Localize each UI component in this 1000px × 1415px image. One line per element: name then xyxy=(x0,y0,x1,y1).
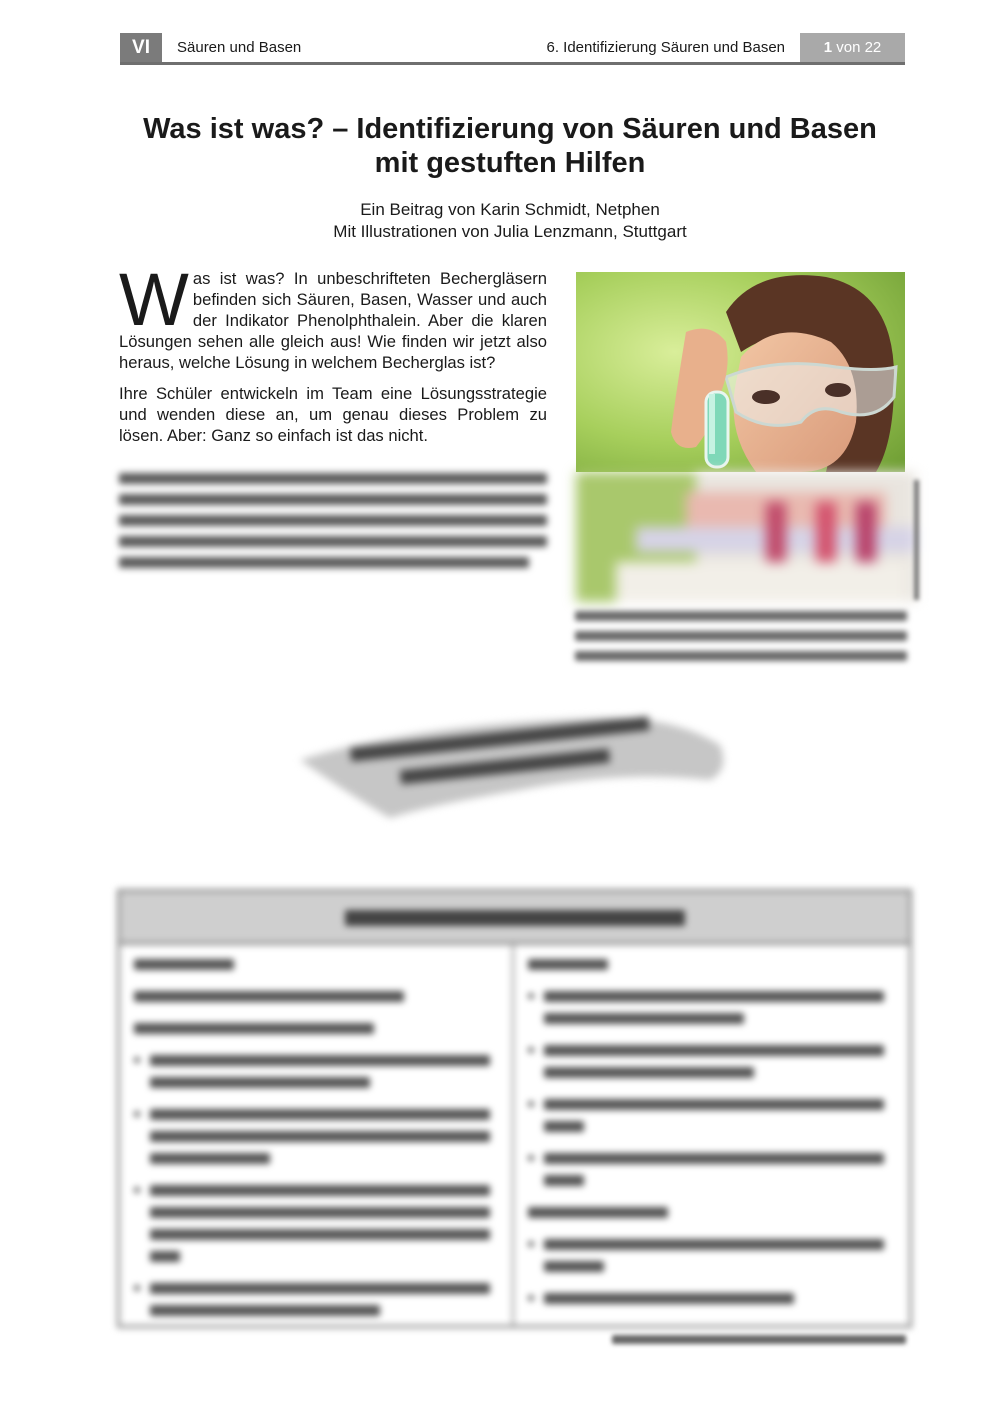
page-current: 1 xyxy=(823,39,833,56)
byline xyxy=(100,199,920,243)
drop-cap: W xyxy=(119,268,189,341)
column-divider xyxy=(512,945,514,1325)
summary-box-blurred xyxy=(117,889,912,1328)
document-title xyxy=(100,112,920,180)
unit-badge: VI xyxy=(120,33,162,62)
photo-blurred-bottom xyxy=(576,472,916,602)
paragraph-intro-text: as ist was? In unbeschrifteten Bechergläsern befinden sich Säuren, Basen, Wasser und auch der Indikator Phenolphthalein. Aber die klaren Lösungen sehen alle gleich aus! Wie finden wir jetzt also heraus, welche Lösung in welchem Becherglas ist? xyxy=(119,269,547,372)
page-header xyxy=(120,33,905,65)
page-indicator xyxy=(800,33,905,62)
title-line-1: Was ist was? – Identifizierung von Säuren und Basen xyxy=(143,113,877,145)
title-line-2: mit gestuften Hilfen xyxy=(374,147,646,179)
learning-product-banner xyxy=(290,700,740,820)
header-chapter: 6. Identifizierung Säuren und Basen xyxy=(546,39,785,56)
summary-box-header xyxy=(120,892,909,945)
summary-left-column xyxy=(134,953,504,1321)
photo-credit-text-blurred xyxy=(909,480,923,600)
paragraph-intro xyxy=(119,268,547,373)
byline-author: Ein Beitrag von Karin Schmidt, Netphen xyxy=(360,200,660,219)
summary-box-columns xyxy=(120,945,909,1325)
banner-shape xyxy=(290,700,740,820)
header-subject: Säuren und Basen xyxy=(177,39,302,56)
summary-right-column xyxy=(528,953,898,1309)
copyright-footer-blurred xyxy=(612,1332,906,1346)
photo-student-test-tube xyxy=(576,272,905,472)
photo-caption-blurred xyxy=(575,606,907,666)
paragraph-strategy: Ihre Schüler entwickeln im Team eine Lösungsstrategie und wenden diese an, um genau dieses Problem zu lösen. Aber: Ganz so einfach ist das nicht. xyxy=(119,384,547,445)
article-visible-text xyxy=(119,268,547,474)
test-tube-rack-blurred xyxy=(576,472,916,602)
page-total: von 22 xyxy=(832,39,882,56)
photo-credit-blurred xyxy=(909,480,923,600)
article-body xyxy=(119,268,547,474)
byline-illustrations: Mit Illustrationen von Julia Lenzmann, Stuttgart xyxy=(333,222,687,241)
blurred-text xyxy=(119,468,547,573)
